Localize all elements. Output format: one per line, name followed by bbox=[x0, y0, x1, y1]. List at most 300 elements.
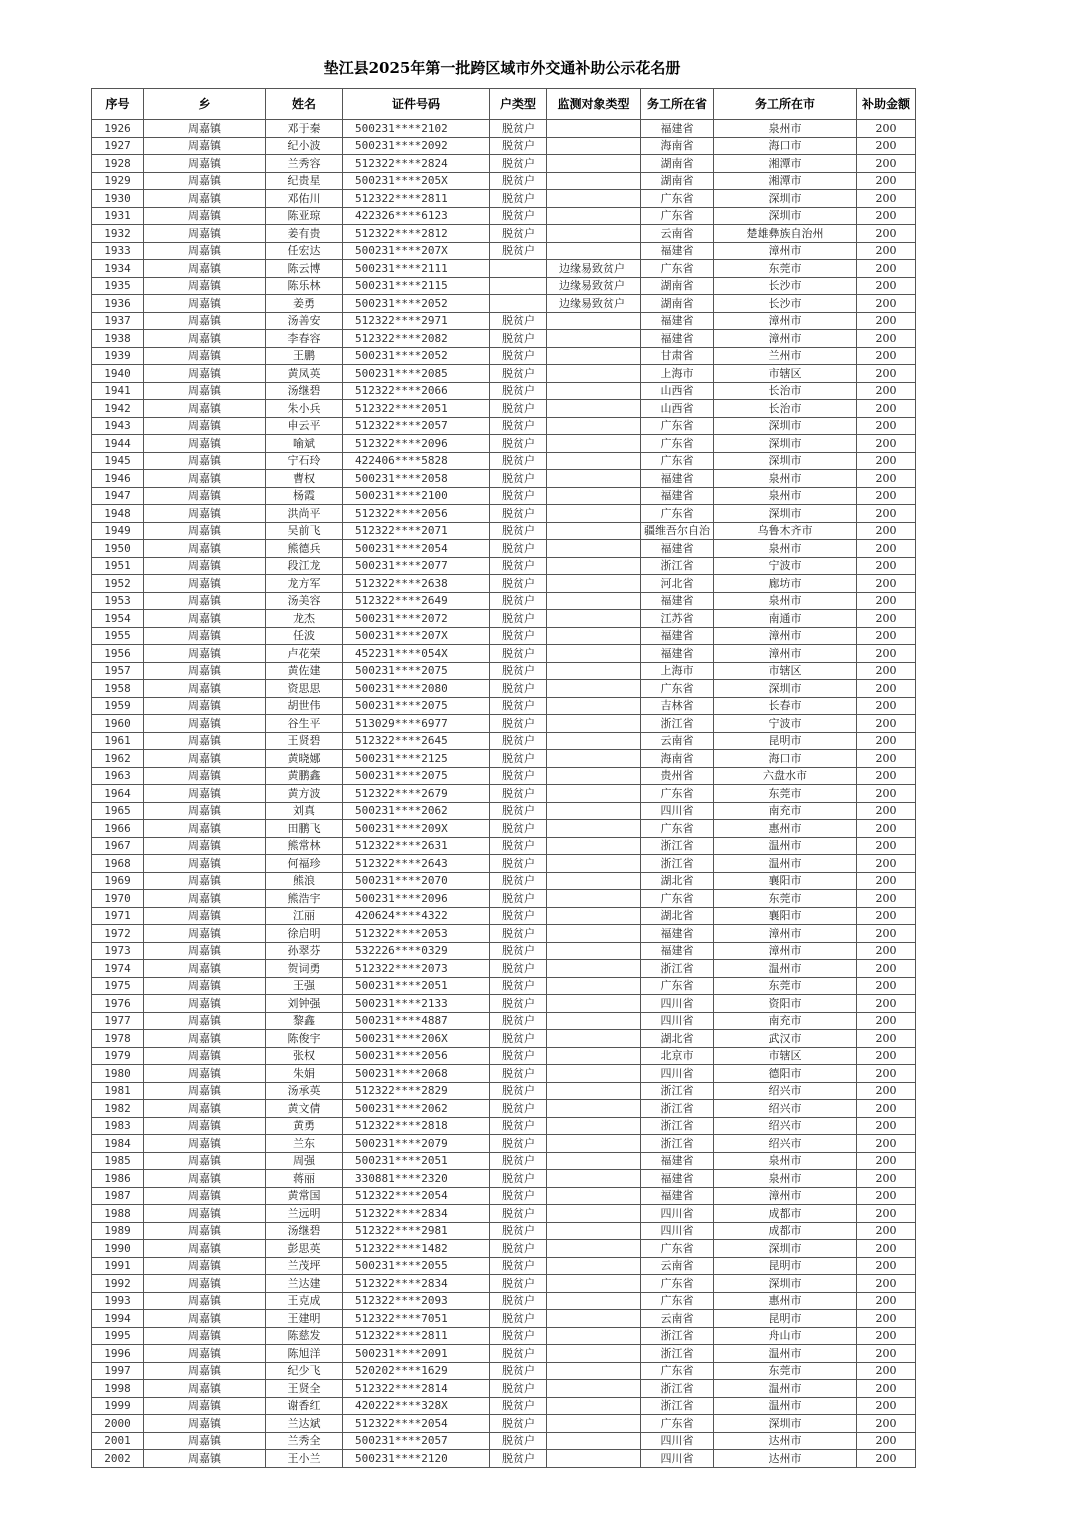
table-row bbox=[92, 557, 916, 575]
cell-township: 周嘉镇 bbox=[144, 1100, 266, 1118]
cell-seq: 1993 bbox=[92, 1292, 144, 1310]
cell-seq: 1939 bbox=[92, 347, 144, 365]
cell-household-type: 脱贫户 bbox=[490, 225, 547, 243]
cell-household-type: 脱贫户 bbox=[490, 1222, 547, 1240]
cell-name: 王克成 bbox=[266, 1292, 343, 1310]
cell-work-province: 吉林省 bbox=[641, 697, 714, 715]
cell-household-type: 脱贫户 bbox=[490, 452, 547, 470]
col-header-monitoring-type: 监测对象类型 bbox=[547, 89, 641, 120]
cell-seq: 1942 bbox=[92, 400, 144, 418]
cell-work-city: 温州市 bbox=[714, 1345, 857, 1363]
cell-seq: 1972 bbox=[92, 925, 144, 943]
table-row bbox=[92, 942, 916, 960]
cell-seq: 1982 bbox=[92, 1100, 144, 1118]
cell-seq: 1930 bbox=[92, 190, 144, 208]
cell-work-province: 云南省 bbox=[641, 1310, 714, 1328]
cell-seq: 2001 bbox=[92, 1432, 144, 1450]
cell-monitoring-type bbox=[547, 1380, 641, 1398]
cell-work-city: 南充市 bbox=[714, 802, 857, 820]
cell-subsidy-amount: 200 bbox=[857, 1432, 916, 1450]
cell-work-province: 福建省 bbox=[641, 942, 714, 960]
table-row bbox=[92, 907, 916, 925]
cell-monitoring-type bbox=[547, 837, 641, 855]
cell-subsidy-amount: 200 bbox=[857, 330, 916, 348]
cell-work-city: 温州市 bbox=[714, 837, 857, 855]
cell-seq: 1986 bbox=[92, 1170, 144, 1188]
cell-name: 汤承英 bbox=[266, 1082, 343, 1100]
table-row bbox=[92, 767, 916, 785]
cell-name: 陈旭洋 bbox=[266, 1345, 343, 1363]
cell-work-province: 广东省 bbox=[641, 1292, 714, 1310]
cell-work-city: 温州市 bbox=[714, 1380, 857, 1398]
cell-township: 周嘉镇 bbox=[144, 1275, 266, 1293]
cell-name: 李春容 bbox=[266, 330, 343, 348]
cell-subsidy-amount: 200 bbox=[857, 242, 916, 260]
cell-work-city: 湘潭市 bbox=[714, 155, 857, 173]
cell-id-number: 452231****054X bbox=[343, 645, 490, 663]
cell-work-province: 云南省 bbox=[641, 1257, 714, 1275]
cell-household-type: 脱贫户 bbox=[490, 1257, 547, 1275]
cell-seq: 1957 bbox=[92, 662, 144, 680]
table-row bbox=[92, 470, 916, 488]
cell-household-type: 脱贫户 bbox=[490, 942, 547, 960]
cell-monitoring-type bbox=[547, 1327, 641, 1345]
cell-name: 宁石玲 bbox=[266, 452, 343, 470]
cell-township: 周嘉镇 bbox=[144, 1240, 266, 1258]
cell-household-type: 脱贫户 bbox=[490, 540, 547, 558]
cell-monitoring-type bbox=[547, 1432, 641, 1450]
cell-name: 喻斌 bbox=[266, 435, 343, 453]
cell-subsidy-amount: 200 bbox=[857, 1310, 916, 1328]
cell-id-number: 512322****2679 bbox=[343, 785, 490, 803]
cell-id-number: 500231****2072 bbox=[343, 610, 490, 628]
cell-work-city: 成都市 bbox=[714, 1222, 857, 1240]
table-row bbox=[92, 697, 916, 715]
cell-subsidy-amount: 200 bbox=[857, 260, 916, 278]
cell-name: 曹权 bbox=[266, 470, 343, 488]
cell-township: 周嘉镇 bbox=[144, 330, 266, 348]
cell-name: 刘钟强 bbox=[266, 995, 343, 1013]
cell-work-city: 深圳市 bbox=[714, 1240, 857, 1258]
cell-subsidy-amount: 200 bbox=[857, 452, 916, 470]
table-row bbox=[92, 1310, 916, 1328]
cell-township: 周嘉镇 bbox=[144, 785, 266, 803]
cell-name: 黄勇 bbox=[266, 1117, 343, 1135]
cell-name: 王建明 bbox=[266, 1310, 343, 1328]
cell-household-type: 脱贫户 bbox=[490, 120, 547, 138]
cell-id-number: 512322****2054 bbox=[343, 1187, 490, 1205]
cell-household-type: 脱贫户 bbox=[490, 1345, 547, 1363]
cell-township: 周嘉镇 bbox=[144, 417, 266, 435]
cell-work-city: 绍兴市 bbox=[714, 1100, 857, 1118]
cell-seq: 1959 bbox=[92, 697, 144, 715]
cell-id-number: 500231****2052 bbox=[343, 295, 490, 313]
cell-monitoring-type bbox=[547, 680, 641, 698]
cell-work-province: 广东省 bbox=[641, 505, 714, 523]
cell-id-number: 500231****2056 bbox=[343, 1047, 490, 1065]
cell-seq: 1987 bbox=[92, 1187, 144, 1205]
table-row bbox=[92, 1012, 916, 1030]
cell-township: 周嘉镇 bbox=[144, 1170, 266, 1188]
cell-work-city: 德阳市 bbox=[714, 1065, 857, 1083]
cell-monitoring-type bbox=[547, 452, 641, 470]
cell-id-number: 512322****2645 bbox=[343, 732, 490, 750]
cell-work-city: 漳州市 bbox=[714, 1187, 857, 1205]
cell-monitoring-type bbox=[547, 802, 641, 820]
cell-township: 周嘉镇 bbox=[144, 1135, 266, 1153]
cell-work-city: 东莞市 bbox=[714, 260, 857, 278]
cell-name: 陈亚琼 bbox=[266, 207, 343, 225]
cell-seq: 1934 bbox=[92, 260, 144, 278]
cell-subsidy-amount: 200 bbox=[857, 1065, 916, 1083]
table-row bbox=[92, 1257, 916, 1275]
cell-id-number: 500231****2077 bbox=[343, 557, 490, 575]
cell-name: 黄凤英 bbox=[266, 365, 343, 383]
cell-id-number: 500231****2085 bbox=[343, 365, 490, 383]
cell-id-number: 500231****209X bbox=[343, 820, 490, 838]
cell-monitoring-type bbox=[547, 1152, 641, 1170]
cell-subsidy-amount: 200 bbox=[857, 365, 916, 383]
cell-monitoring-type bbox=[547, 977, 641, 995]
cell-work-city: 绍兴市 bbox=[714, 1135, 857, 1153]
cell-id-number: 512322****2056 bbox=[343, 505, 490, 523]
cell-township: 周嘉镇 bbox=[144, 365, 266, 383]
cell-name: 兰远明 bbox=[266, 1205, 343, 1223]
cell-seq: 1946 bbox=[92, 470, 144, 488]
cell-work-city: 泉州市 bbox=[714, 1152, 857, 1170]
cell-name: 兰茂坪 bbox=[266, 1257, 343, 1275]
cell-name: 田鹏飞 bbox=[266, 820, 343, 838]
cell-subsidy-amount: 200 bbox=[857, 435, 916, 453]
cell-household-type: 脱贫户 bbox=[490, 1205, 547, 1223]
cell-monitoring-type bbox=[547, 207, 641, 225]
cell-work-province: 云南省 bbox=[641, 225, 714, 243]
cell-monitoring-type bbox=[547, 522, 641, 540]
cell-work-city: 温州市 bbox=[714, 855, 857, 873]
cell-township: 周嘉镇 bbox=[144, 995, 266, 1013]
cell-household-type: 脱贫户 bbox=[490, 330, 547, 348]
cell-subsidy-amount: 200 bbox=[857, 750, 916, 768]
cell-work-city: 宁波市 bbox=[714, 715, 857, 733]
cell-id-number: 500231****2070 bbox=[343, 872, 490, 890]
cell-subsidy-amount: 200 bbox=[857, 120, 916, 138]
cell-township: 周嘉镇 bbox=[144, 750, 266, 768]
cell-name: 徐启明 bbox=[266, 925, 343, 943]
cell-household-type: 脱贫户 bbox=[490, 522, 547, 540]
cell-township: 周嘉镇 bbox=[144, 942, 266, 960]
cell-monitoring-type bbox=[547, 1117, 641, 1135]
cell-monitoring-type bbox=[547, 312, 641, 330]
cell-subsidy-amount: 200 bbox=[857, 820, 916, 838]
cell-subsidy-amount: 200 bbox=[857, 557, 916, 575]
cell-subsidy-amount: 200 bbox=[857, 715, 916, 733]
table-row bbox=[92, 1345, 916, 1363]
table-row bbox=[92, 400, 916, 418]
table-row bbox=[92, 890, 916, 908]
cell-monitoring-type bbox=[547, 1450, 641, 1468]
cell-township: 周嘉镇 bbox=[144, 1012, 266, 1030]
cell-name: 彭思英 bbox=[266, 1240, 343, 1258]
cell-household-type bbox=[490, 277, 547, 295]
cell-seq: 1965 bbox=[92, 802, 144, 820]
cell-work-city: 深圳市 bbox=[714, 417, 857, 435]
cell-township: 周嘉镇 bbox=[144, 627, 266, 645]
cell-township: 周嘉镇 bbox=[144, 137, 266, 155]
cell-township: 周嘉镇 bbox=[144, 907, 266, 925]
cell-subsidy-amount: 200 bbox=[857, 1030, 916, 1048]
cell-monitoring-type bbox=[547, 925, 641, 943]
cell-seq: 1932 bbox=[92, 225, 144, 243]
cell-monitoring-type bbox=[547, 1170, 641, 1188]
cell-subsidy-amount: 200 bbox=[857, 995, 916, 1013]
cell-subsidy-amount: 200 bbox=[857, 575, 916, 593]
cell-name: 贺词勇 bbox=[266, 960, 343, 978]
cell-work-city: 资阳市 bbox=[714, 995, 857, 1013]
cell-name: 熊常林 bbox=[266, 837, 343, 855]
cell-subsidy-amount: 200 bbox=[857, 1205, 916, 1223]
cell-work-province: 浙江省 bbox=[641, 1397, 714, 1415]
cell-subsidy-amount: 200 bbox=[857, 697, 916, 715]
cell-township: 周嘉镇 bbox=[144, 400, 266, 418]
cell-work-city: 长治市 bbox=[714, 400, 857, 418]
cell-household-type: 脱贫户 bbox=[490, 1065, 547, 1083]
cell-monitoring-type bbox=[547, 242, 641, 260]
cell-name: 黄鹏鑫 bbox=[266, 767, 343, 785]
cell-household-type: 脱贫户 bbox=[490, 1397, 547, 1415]
cell-name: 胡世伟 bbox=[266, 697, 343, 715]
cell-id-number: 500231****2051 bbox=[343, 977, 490, 995]
col-header-township: 乡 bbox=[144, 89, 266, 120]
cell-monitoring-type bbox=[547, 1187, 641, 1205]
cell-id-number: 512322****2811 bbox=[343, 190, 490, 208]
table-row bbox=[92, 855, 916, 873]
cell-id-number: 512322****2053 bbox=[343, 925, 490, 943]
cell-monitoring-type bbox=[547, 1415, 641, 1433]
col-header-seq: 序号 bbox=[92, 89, 144, 120]
cell-subsidy-amount: 200 bbox=[857, 155, 916, 173]
cell-work-city: 泉州市 bbox=[714, 1170, 857, 1188]
table-row bbox=[92, 1170, 916, 1188]
cell-subsidy-amount: 200 bbox=[857, 1380, 916, 1398]
cell-work-city: 市辖区 bbox=[714, 365, 857, 383]
col-header-name: 姓名 bbox=[266, 89, 343, 120]
cell-name: 段江龙 bbox=[266, 557, 343, 575]
cell-work-province: 上海市 bbox=[641, 365, 714, 383]
cell-work-province: 广东省 bbox=[641, 260, 714, 278]
cell-monitoring-type bbox=[547, 662, 641, 680]
cell-monitoring-type bbox=[547, 487, 641, 505]
cell-township: 周嘉镇 bbox=[144, 522, 266, 540]
cell-seq: 1963 bbox=[92, 767, 144, 785]
cell-subsidy-amount: 200 bbox=[857, 540, 916, 558]
cell-work-province: 广东省 bbox=[641, 785, 714, 803]
cell-id-number: 500231****4887 bbox=[343, 1012, 490, 1030]
cell-seq: 1943 bbox=[92, 417, 144, 435]
cell-name: 兰东 bbox=[266, 1135, 343, 1153]
col-header-id-number: 证件号码 bbox=[343, 89, 490, 120]
cell-work-province: 福建省 bbox=[641, 540, 714, 558]
cell-township: 周嘉镇 bbox=[144, 1117, 266, 1135]
cell-township: 周嘉镇 bbox=[144, 1030, 266, 1048]
cell-monitoring-type bbox=[547, 750, 641, 768]
cell-work-province: 四川省 bbox=[641, 1222, 714, 1240]
table-row bbox=[92, 960, 916, 978]
cell-subsidy-amount: 200 bbox=[857, 627, 916, 645]
cell-seq: 1954 bbox=[92, 610, 144, 628]
cell-id-number: 500231****2075 bbox=[343, 697, 490, 715]
cell-subsidy-amount: 200 bbox=[857, 662, 916, 680]
cell-household-type: 脱贫户 bbox=[490, 1415, 547, 1433]
cell-household-type: 脱贫户 bbox=[490, 242, 547, 260]
cell-work-province: 江苏省 bbox=[641, 610, 714, 628]
cell-seq: 2000 bbox=[92, 1415, 144, 1433]
cell-household-type: 脱贫户 bbox=[490, 1012, 547, 1030]
cell-township: 周嘉镇 bbox=[144, 592, 266, 610]
cell-name: 王贤全 bbox=[266, 1380, 343, 1398]
cell-work-province: 云南省 bbox=[641, 732, 714, 750]
table-row bbox=[92, 802, 916, 820]
table-row bbox=[92, 1187, 916, 1205]
cell-household-type: 脱贫户 bbox=[490, 820, 547, 838]
cell-monitoring-type bbox=[547, 872, 641, 890]
cell-work-city: 襄阳市 bbox=[714, 907, 857, 925]
cell-seq: 1935 bbox=[92, 277, 144, 295]
cell-household-type: 脱贫户 bbox=[490, 1327, 547, 1345]
cell-id-number: 512322****2071 bbox=[343, 522, 490, 540]
cell-work-province: 广东省 bbox=[641, 207, 714, 225]
cell-work-city: 泉州市 bbox=[714, 487, 857, 505]
cell-household-type: 脱贫户 bbox=[490, 750, 547, 768]
cell-work-city: 昆明市 bbox=[714, 732, 857, 750]
cell-township: 周嘉镇 bbox=[144, 610, 266, 628]
cell-monitoring-type bbox=[547, 137, 641, 155]
cell-seq: 1949 bbox=[92, 522, 144, 540]
cell-seq: 1966 bbox=[92, 820, 144, 838]
cell-monitoring-type bbox=[547, 382, 641, 400]
cell-id-number: 512322****2812 bbox=[343, 225, 490, 243]
cell-household-type bbox=[490, 295, 547, 313]
cell-work-city: 漳州市 bbox=[714, 645, 857, 663]
table-row bbox=[92, 1415, 916, 1433]
cell-work-city: 海口市 bbox=[714, 750, 857, 768]
cell-monitoring-type bbox=[547, 1397, 641, 1415]
table-row bbox=[92, 1362, 916, 1380]
table-row bbox=[92, 715, 916, 733]
cell-id-number: 512322****2818 bbox=[343, 1117, 490, 1135]
cell-id-number: 512322****2066 bbox=[343, 382, 490, 400]
cell-township: 周嘉镇 bbox=[144, 715, 266, 733]
cell-household-type: 脱贫户 bbox=[490, 155, 547, 173]
cell-household-type: 脱贫户 bbox=[490, 610, 547, 628]
cell-subsidy-amount: 200 bbox=[857, 470, 916, 488]
cell-name: 邓于秦 bbox=[266, 120, 343, 138]
cell-household-type: 脱贫户 bbox=[490, 645, 547, 663]
cell-seq: 1999 bbox=[92, 1397, 144, 1415]
cell-work-city: 海口市 bbox=[714, 137, 857, 155]
cell-household-type bbox=[490, 260, 547, 278]
cell-subsidy-amount: 200 bbox=[857, 610, 916, 628]
cell-monitoring-type bbox=[547, 715, 641, 733]
cell-work-city: 市辖区 bbox=[714, 1047, 857, 1065]
cell-work-city: 绍兴市 bbox=[714, 1082, 857, 1100]
cell-name: 邓佑川 bbox=[266, 190, 343, 208]
cell-seq: 1969 bbox=[92, 872, 144, 890]
table-row bbox=[92, 645, 916, 663]
table-row bbox=[92, 977, 916, 995]
cell-seq: 1938 bbox=[92, 330, 144, 348]
table-row bbox=[92, 925, 916, 943]
cell-work-city: 深圳市 bbox=[714, 1275, 857, 1293]
cell-subsidy-amount: 200 bbox=[857, 785, 916, 803]
cell-work-province: 浙江省 bbox=[641, 1117, 714, 1135]
cell-id-number: 420222****328X bbox=[343, 1397, 490, 1415]
cell-work-city: 深圳市 bbox=[714, 207, 857, 225]
cell-household-type: 脱贫户 bbox=[490, 872, 547, 890]
col-header-household-type: 户类型 bbox=[490, 89, 547, 120]
cell-work-city: 东莞市 bbox=[714, 890, 857, 908]
cell-subsidy-amount: 200 bbox=[857, 855, 916, 873]
table-row bbox=[92, 330, 916, 348]
cell-monitoring-type bbox=[547, 1030, 641, 1048]
cell-monitoring-type bbox=[547, 1012, 641, 1030]
cell-monitoring-type bbox=[547, 470, 641, 488]
cell-id-number: 500231****2068 bbox=[343, 1065, 490, 1083]
table-row bbox=[92, 505, 916, 523]
cell-work-city: 漳州市 bbox=[714, 312, 857, 330]
cell-work-city: 深圳市 bbox=[714, 1415, 857, 1433]
cell-household-type: 脱贫户 bbox=[490, 557, 547, 575]
table-row bbox=[92, 995, 916, 1013]
cell-township: 周嘉镇 bbox=[144, 1362, 266, 1380]
cell-work-province: 山西省 bbox=[641, 382, 714, 400]
cell-monitoring-type bbox=[547, 1065, 641, 1083]
cell-household-type: 脱贫户 bbox=[490, 1310, 547, 1328]
cell-township: 周嘉镇 bbox=[144, 575, 266, 593]
table-row bbox=[92, 1082, 916, 1100]
cell-seq: 1927 bbox=[92, 137, 144, 155]
table-body bbox=[92, 120, 916, 1468]
cell-household-type: 脱贫户 bbox=[490, 1030, 547, 1048]
table-row bbox=[92, 820, 916, 838]
cell-id-number: 512322****2643 bbox=[343, 855, 490, 873]
table-row bbox=[92, 1117, 916, 1135]
cell-name: 谢香红 bbox=[266, 1397, 343, 1415]
table-row bbox=[92, 1205, 916, 1223]
cell-name: 谷生平 bbox=[266, 715, 343, 733]
cell-work-city: 泉州市 bbox=[714, 540, 857, 558]
cell-township: 周嘉镇 bbox=[144, 697, 266, 715]
cell-monitoring-type bbox=[547, 1362, 641, 1380]
cell-township: 周嘉镇 bbox=[144, 890, 266, 908]
cell-household-type: 脱贫户 bbox=[490, 365, 547, 383]
cell-seq: 1971 bbox=[92, 907, 144, 925]
table-row bbox=[92, 1030, 916, 1048]
cell-id-number: 512322****1482 bbox=[343, 1240, 490, 1258]
table-row bbox=[92, 417, 916, 435]
cell-id-number: 500231****2052 bbox=[343, 347, 490, 365]
cell-subsidy-amount: 200 bbox=[857, 190, 916, 208]
cell-township: 周嘉镇 bbox=[144, 662, 266, 680]
table-row bbox=[92, 207, 916, 225]
cell-seq: 1985 bbox=[92, 1152, 144, 1170]
cell-township: 周嘉镇 bbox=[144, 1205, 266, 1223]
cell-household-type: 脱贫户 bbox=[490, 1082, 547, 1100]
cell-monitoring-type bbox=[547, 855, 641, 873]
cell-name: 王强 bbox=[266, 977, 343, 995]
cell-township: 周嘉镇 bbox=[144, 347, 266, 365]
cell-seq: 1997 bbox=[92, 1362, 144, 1380]
cell-work-province: 广东省 bbox=[641, 417, 714, 435]
